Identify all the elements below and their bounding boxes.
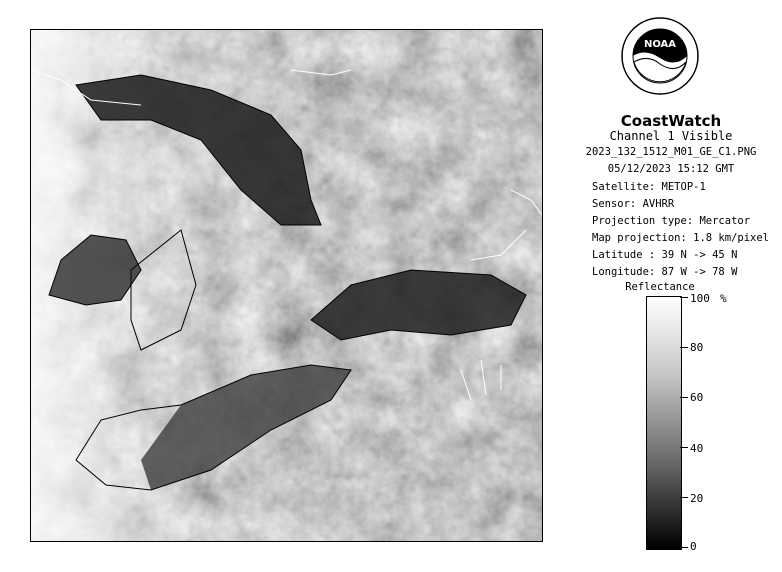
coastwatch-title: CoastWatch: [620, 112, 722, 130]
projection-type-label: Projection type: Mercator: [592, 215, 751, 227]
colorbar-tick: [680, 347, 688, 348]
channel-label: Channel 1 Visible: [609, 129, 733, 143]
colorbar-tick: [680, 297, 688, 298]
sensor-label: Sensor: AVHRR: [592, 198, 675, 210]
colorbar-tick-label: 60: [690, 391, 704, 404]
colorbar-tick-label: 80: [690, 341, 704, 354]
colorbar-title: Reflectance: [625, 281, 695, 293]
longitude-label: Longitude: 87 W -> 78 W: [592, 266, 738, 278]
satellite-image-svg: [31, 30, 542, 541]
colorbar-tick-label: 0: [690, 540, 697, 553]
latitude-label: Latitude : 39 N -> 45 N: [592, 249, 738, 261]
colorbar-tick-label: 40: [690, 442, 704, 455]
satellite-image: [30, 29, 543, 542]
noaa-logo: [620, 16, 700, 96]
map-projection-label: Map projection: 1.8 km/pixel: [592, 232, 770, 244]
colorbar-tick-label: 20: [690, 492, 704, 505]
colorbar-tick: [680, 547, 688, 548]
reflectance-colorbar: [646, 296, 682, 550]
datetime-label: 05/12/2023 15:12 GMT: [607, 163, 735, 175]
noaa-logo-text: NOAA: [643, 39, 677, 50]
satellite-label: Satellite: METOP-1: [592, 181, 706, 193]
colorbar-tick: [680, 447, 688, 448]
filename-label: 2023_132_1512_M01_GE_C1.PNG: [585, 146, 757, 158]
colorbar-tick-label: 100: [690, 292, 710, 305]
colorbar-tick: [680, 397, 688, 398]
colorbar-unit: %: [720, 292, 727, 305]
colorbar-tick: [680, 497, 688, 498]
